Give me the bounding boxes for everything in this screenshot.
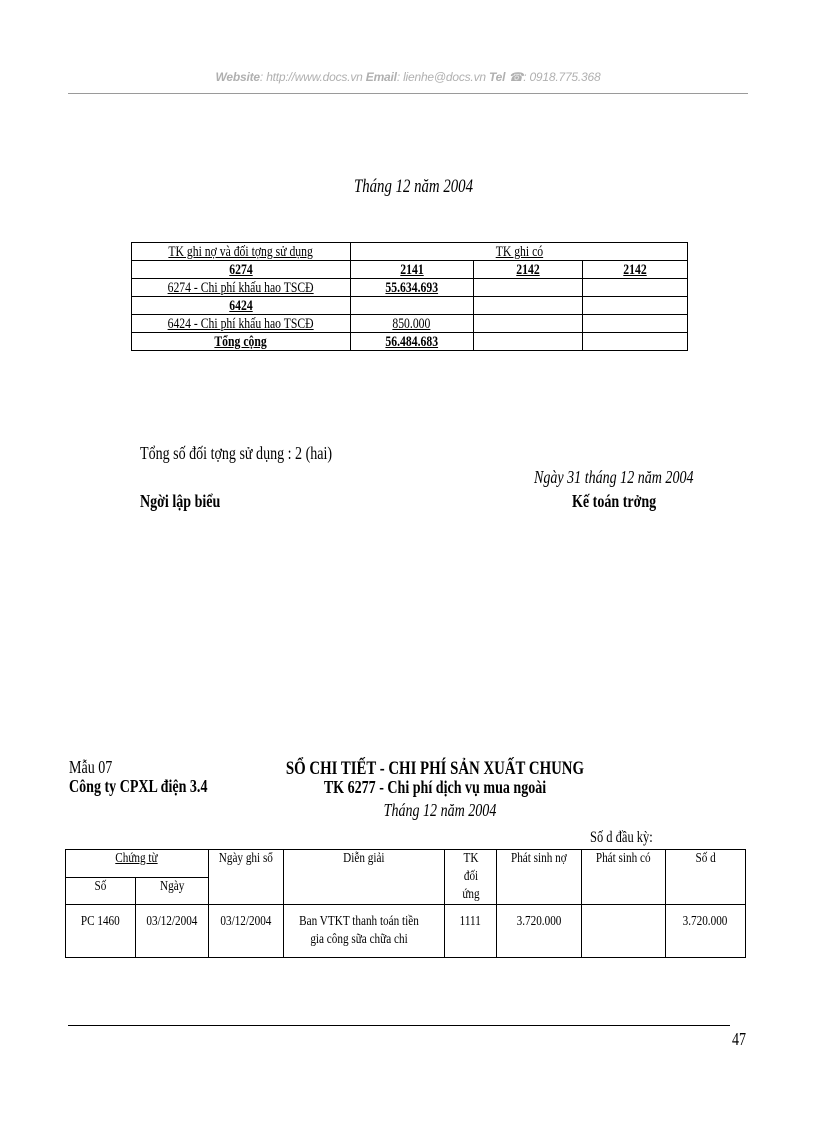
empty-cell	[583, 279, 688, 297]
table-row	[132, 243, 688, 261]
form-number: Mẫu 07	[69, 757, 113, 777]
empty-cell	[583, 297, 688, 315]
depreciation-table	[131, 242, 688, 351]
voucher-no-header: Số	[66, 877, 136, 905]
footer-divider	[68, 1025, 730, 1026]
row1-value-cell: 55.634.693	[350, 279, 473, 297]
header-divider	[68, 93, 748, 94]
website-value: : http://www.docs.vn	[259, 70, 363, 84]
ledger-subtitle: TK 6277 - Chi phí dịch vụ mua ngoài	[323, 777, 547, 797]
table-row	[132, 315, 688, 333]
table-row	[132, 297, 688, 315]
ledger-period: Tháng 12 năm 2004	[383, 800, 497, 820]
tel-value: : 0918.775.368	[523, 70, 601, 84]
debit-header-cell: TK ghi nợ và đối tợng sử dụng	[132, 243, 351, 261]
ledger-table	[65, 849, 746, 958]
record-date-cell: 03/12/2004	[208, 905, 283, 958]
voucher-header: Chứng từ	[66, 850, 209, 878]
tel-label: Tel	[489, 70, 506, 84]
credit-header-cell: TK ghi có	[350, 243, 687, 261]
credit-header: Phát sinh có	[581, 850, 665, 905]
voucher-date-header: Ngày	[136, 877, 208, 905]
credit-code-cell: 2141	[350, 261, 473, 279]
opening-balance-label: Số d đầu kỳ:	[590, 829, 653, 846]
website-label: Website	[215, 70, 260, 84]
voucher-no-cell: PC 1460	[66, 905, 136, 958]
table-row	[66, 850, 746, 878]
balance-cell: 3.720.000	[665, 905, 745, 958]
row2-label-cell: 6424 - Chi phí khấu hao TSCĐ	[132, 315, 351, 333]
signature-date: Ngày 31 tháng 12 năm 2004	[534, 467, 694, 487]
empty-cell	[473, 279, 583, 297]
row2-value-cell: 850.000	[350, 315, 473, 333]
credit-code-cell: 2142	[473, 261, 583, 279]
company-name: Công ty CPXL điện 3.4	[69, 776, 208, 796]
group1-code-cell: 6274	[132, 261, 351, 279]
email-value: : lienhe@docs.vn	[396, 70, 486, 84]
phone-icon: ☎	[508, 70, 524, 84]
total-label-cell: Tổng cộng	[132, 333, 351, 351]
empty-cell	[350, 297, 473, 315]
record-date-header: Ngày ghi sổ	[208, 850, 283, 905]
page-number: 47	[732, 1029, 747, 1049]
group2-code-cell: 6424	[132, 297, 351, 315]
empty-cell	[583, 333, 688, 351]
row1-label-cell: 6274 - Chi phí khấu hao TSCĐ	[132, 279, 351, 297]
table-row	[132, 261, 688, 279]
summary-line: Tổng số đối tợng sử dụng : 2 (hai)	[140, 443, 333, 463]
debit-header: Phát sinh nợ	[497, 850, 581, 905]
page-header	[68, 70, 748, 84]
balance-header: Số d	[665, 850, 745, 905]
debit-cell: 3.720.000	[497, 905, 581, 958]
table-row	[132, 279, 688, 297]
credit-cell	[581, 905, 665, 958]
empty-cell	[473, 297, 583, 315]
email-label: Email	[365, 70, 397, 84]
table-row	[66, 905, 746, 958]
credit-code-cell: 2142	[583, 261, 688, 279]
ledger-title: SỔ CHI TIẾT - CHI PHÍ SẢN XUẤT CHUNG	[285, 758, 585, 779]
contra-account-header: TK đối ứng	[444, 850, 497, 905]
empty-cell	[583, 315, 688, 333]
empty-cell	[473, 333, 583, 351]
table-row	[132, 333, 688, 351]
preparer-label: Ngời lập biểu	[140, 491, 221, 511]
description-cell: Ban VTKT thanh toán tiền gia công sữa chữa chi	[283, 905, 444, 958]
contra-account-cell: 1111	[444, 905, 497, 958]
description-header: Diễn giải	[283, 850, 444, 905]
section1-period: Tháng 12 năm 2004	[354, 176, 473, 197]
empty-cell	[473, 315, 583, 333]
total-value-cell: 56.484.683	[350, 333, 473, 351]
accountant-label: Kế toán trởng	[572, 491, 657, 511]
voucher-date-cell: 03/12/2004	[136, 905, 208, 958]
